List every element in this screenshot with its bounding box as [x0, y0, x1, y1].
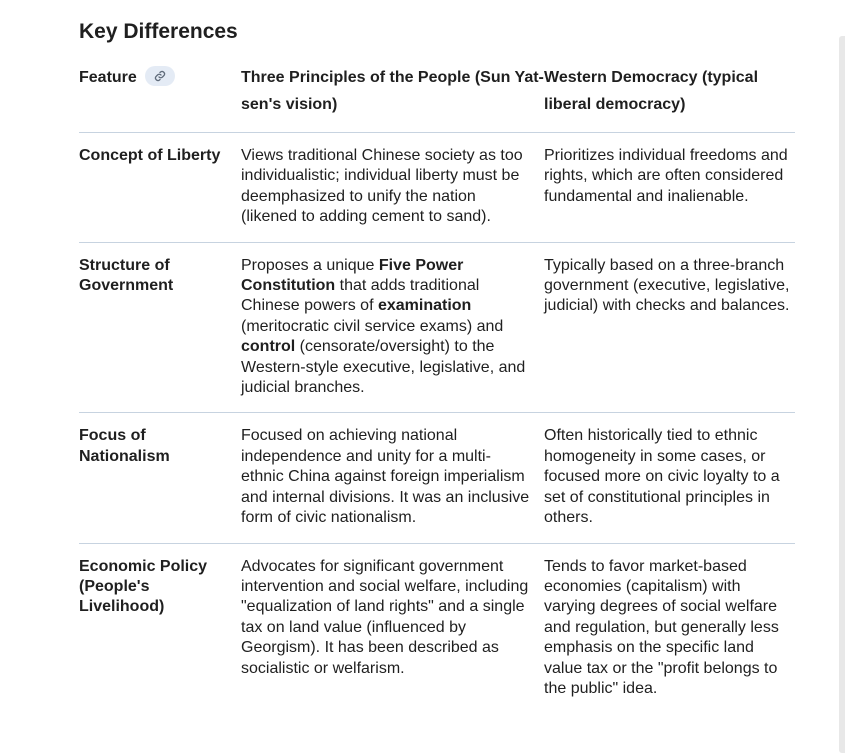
table-header-row — [79, 62, 795, 133]
feature-cell: Structure of Government — [79, 242, 241, 413]
column-header-feature — [79, 62, 241, 133]
column-header-label: Feature — [79, 69, 137, 86]
table-row — [79, 242, 795, 413]
cell-text: that adds traditional Chinese powers of — [241, 277, 480, 315]
sun-yat-sen-cell: Advocates for significant government intervention and social welfare, including "equalization of land rights" and a single tax on land value (influenced by Georgism). It has been described as socialistic or welfarism. — [241, 557, 529, 677]
western-democracy-cell: Often historically tied to ethnic homogeneity in some cases, or focused more on civic loyalty to a set of constitutional principles in others. — [544, 413, 795, 543]
link-icon — [154, 70, 166, 82]
western-democracy-cell: Prioritizes individual freedoms and rights, which are often considered fundamental and inalienable. — [544, 133, 795, 243]
table-row — [79, 133, 795, 243]
copy-link-button[interactable] — [145, 66, 175, 86]
comparison-table — [79, 62, 795, 713]
western-democracy-cell: Typically based on a three-branch government (executive, legislative, judicial) with checks and balances. — [544, 242, 795, 413]
bold-term: examination — [377, 297, 472, 315]
vertical-scrollbar[interactable] — [839, 36, 845, 753]
sun-yat-sen-cell — [241, 242, 544, 413]
feature-cell: Focus of Nationalism — [79, 413, 241, 543]
western-democracy-cell: Tends to favor market-based economies (capitalism) with varying degrees of social welfare and regulation, but generally less emphasis on the specific land value tax or the "profit belongs to the public" idea. — [544, 557, 779, 697]
table-row — [79, 413, 795, 543]
cell-text: (meritocratic civil service exams) and — [241, 317, 504, 335]
column-header-sun-yat-sen: Three Principles of the People (Sun Yat-sen's vision) — [241, 62, 544, 133]
cell-text: Proposes a unique — [241, 256, 379, 274]
feature-cell: Economic Policy (People's Livelihood) — [79, 557, 208, 616]
cell-text: (censorate/oversight) to the Western-style executive, legislative, and judicial branches. — [241, 338, 526, 397]
bold-term: Five Power Constitution — [241, 256, 464, 295]
feature-cell: Concept of Liberty — [79, 133, 241, 243]
table-row — [79, 543, 795, 713]
sun-yat-sen-cell: Views traditional Chinese society as too individualistic; individual liberty must be deemphasized to unify the nation (likened to adding cement to sand). — [241, 133, 544, 243]
sun-yat-sen-cell: Focused on achieving national independence and unity for a multi-ethnic China against foreign imperialism and internal divisions. It was an inclusive form of civic nationalism. — [241, 413, 544, 543]
bold-term: control — [241, 338, 296, 356]
section-heading: Key Differences — [79, 20, 238, 43]
column-header-western-democracy: Western Democracy (typical liberal democracy) — [544, 62, 795, 133]
